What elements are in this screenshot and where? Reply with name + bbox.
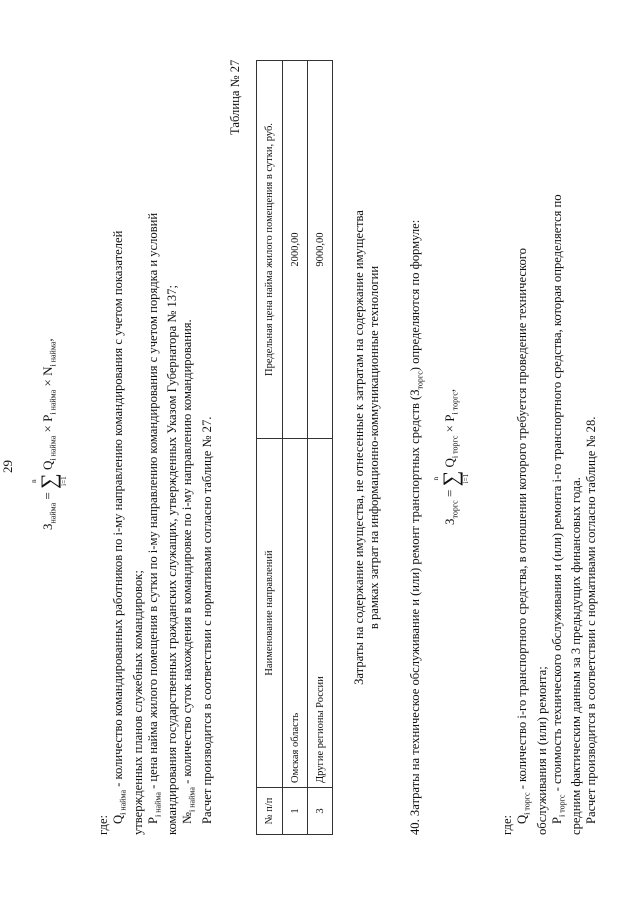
page-number: 29	[0, 460, 15, 473]
definitions-block-1	[111, 60, 215, 835]
section-title: Затраты на содержание имущества, не отнесенные к затратам на содержание имущества в рамках затрат на информационно-коммуникационные технологии	[352, 210, 381, 685]
rates-table	[256, 60, 333, 835]
where-label-2: где:	[500, 814, 514, 835]
def-line: $P_{i найма}$ - цена найма жилого помещения в сутки по i-му направлению командирования с учетом порядка и условий	[145, 212, 163, 824]
def-line: Расчет производится в соответствии с нормативами согласно таблице № 28.	[584, 416, 599, 824]
formula-maintenance-cost: $З_{торгс}$ = n ∑ i=1 $Q_{i торгс} \times P_{i торгс}$,	[432, 388, 470, 525]
col-header-price: Предельная цена найма жилого помещения в сутки, руб.	[257, 61, 283, 439]
def-line: командирования государственных гражданских служащих, утвержденных Указом Губернатора № 137;	[165, 285, 180, 835]
table-row: 3 Другие регионы России 9000,00	[308, 61, 333, 835]
table-caption: Таблица № 27	[228, 59, 242, 135]
def-line: Расчет производится в соответствии с нормативами согласно таблице № 27.	[199, 416, 214, 824]
item-40-text: 40. Затраты на техническое обслуживание и (или) ремонт транспортных средств $(З_{торгс})$ определяются по формуле:	[408, 219, 425, 835]
formula-lhs-sub: найма	[48, 502, 58, 524]
where-label-1: где:	[96, 814, 110, 835]
sum-sign: n ∑ i=1	[30, 473, 68, 489]
formula-hire-cost: $З_{найма}$ = n ∑ i=1 $Q_{i найма} \times P_{i найма} \times N_{i найма}$,	[30, 338, 68, 530]
table-row: 1 Омская область 2000,00	[283, 61, 308, 835]
def-line: средним фактическим данным за 3 предыдущих финансовых года.	[569, 477, 584, 835]
def-line: $№_{i найма}$ - количество суток нахождения в командировке по i-му направлению командирования.	[180, 319, 197, 824]
col-header-direction: Наименование направлений	[257, 439, 283, 788]
def-line: $Q_{i торгс}$ - количество i-го транспортного средства, в отношении которого требуется проведение технического	[515, 248, 532, 824]
formula-lhs: З	[39, 523, 55, 530]
definitions-block-2	[515, 60, 599, 835]
def-line: утвержденных планов служебных командировок;	[130, 570, 145, 835]
def-line: $Q_{i найма}$ - количество командированных работников по i-му направлению командирования с учетом показателей	[111, 230, 128, 824]
sum-sign: n ∑ i=1	[432, 470, 470, 487]
col-header-number: № п/п	[257, 788, 283, 835]
table-header-row	[257, 61, 283, 835]
def-line: обслуживания и (или) ремонта;	[534, 666, 549, 835]
def-line: $P_{i торгс}$ - стоимость технического обслуживания и (или) ремонта i-го транспортного средства, которая определяется по	[549, 194, 567, 824]
